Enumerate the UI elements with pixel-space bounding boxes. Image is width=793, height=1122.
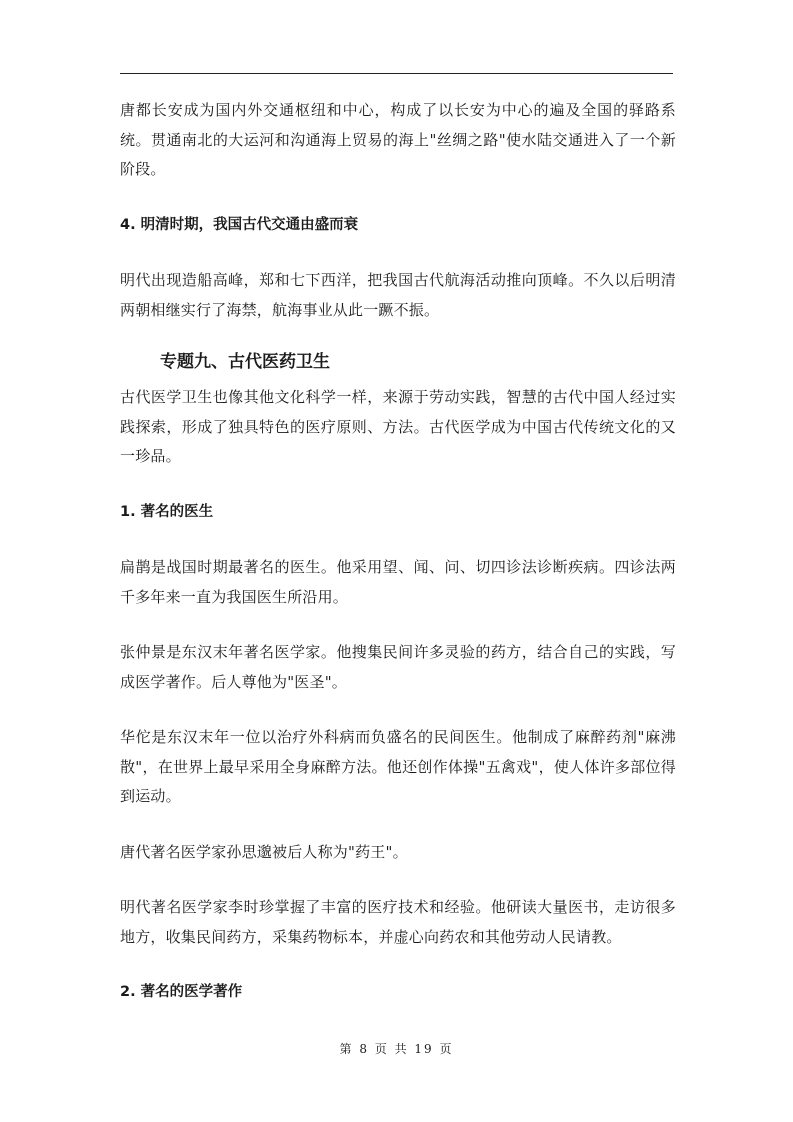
paragraph-zhangzhongjing: 张仲景是东汉末年著名医学家。他搜集民间许多灵验的药方，结合自己的实践，写成医学著作。后人尊他为"医圣"。 [120, 643, 676, 691]
heading-ming-qing: 4. 明清时期，我国古代交通由盛而衰 [120, 216, 359, 233]
paragraph-intro: 古代医学卫生也像其他文化科学一样，来源于劳动实践，智慧的古代中国人经过实践探索，形成了独具特色的医疗原则、方法。古代医学成为中国古代传统文化的又一珍品。 [120, 388, 676, 465]
page-footer: 第 8 页 共 19 页 [339, 1042, 454, 1056]
header-rule [120, 73, 673, 74]
paragraph-lishizhen: 明代著名医学家李时珍掌握了丰富的医疗技术和经验。他研读大量医书，走访很多地方，收集民间药方，采集药物标本，并虚心向药农和其他劳动人民请教。 [120, 898, 676, 946]
page-content [120, 96, 676, 1008]
paragraph-bianque: 扁鹊是战国时期最著名的医生。他采用望、闻、问、切四诊法诊断疾病。四诊法两千多年来一直为我国医生所沿用。 [120, 558, 676, 606]
heading-medical-works: 2. 著名的医学著作 [120, 984, 243, 1000]
paragraph-ming-qing: 明代出现造船高峰，郑和七下西洋，把我国古代航海活动推向顶峰。不久以后明清两朝相继实行了海禁，航海事业从此一蹶不振。 [120, 271, 676, 319]
section-title: 专题九、古代医药卫生 [160, 352, 330, 372]
paragraph-transport: 唐都长安成为国内外交通枢纽和中心，构成了以长安为中心的遍及全国的驿路系统。贯通南北的大运河和沟通海上贸易的海上"丝绸之路"使水陆交通进入了一个新阶段。 [120, 101, 676, 178]
paragraph-sunsimiao: 唐代著名医学家孙思邈被后人称为"药王"。 [120, 842, 408, 861]
paragraph-huatuo: 华佗是东汉末年一位以治疗外科病而负盛名的民间医生。他制成了麻醉药剂"麻沸散"，在世界上最早采用全身麻醉方法。他还创作体操"五禽戏"，使人体许多部位得到运动。 [120, 728, 676, 805]
heading-famous-doctors: 1. 著名的医生 [120, 503, 214, 520]
